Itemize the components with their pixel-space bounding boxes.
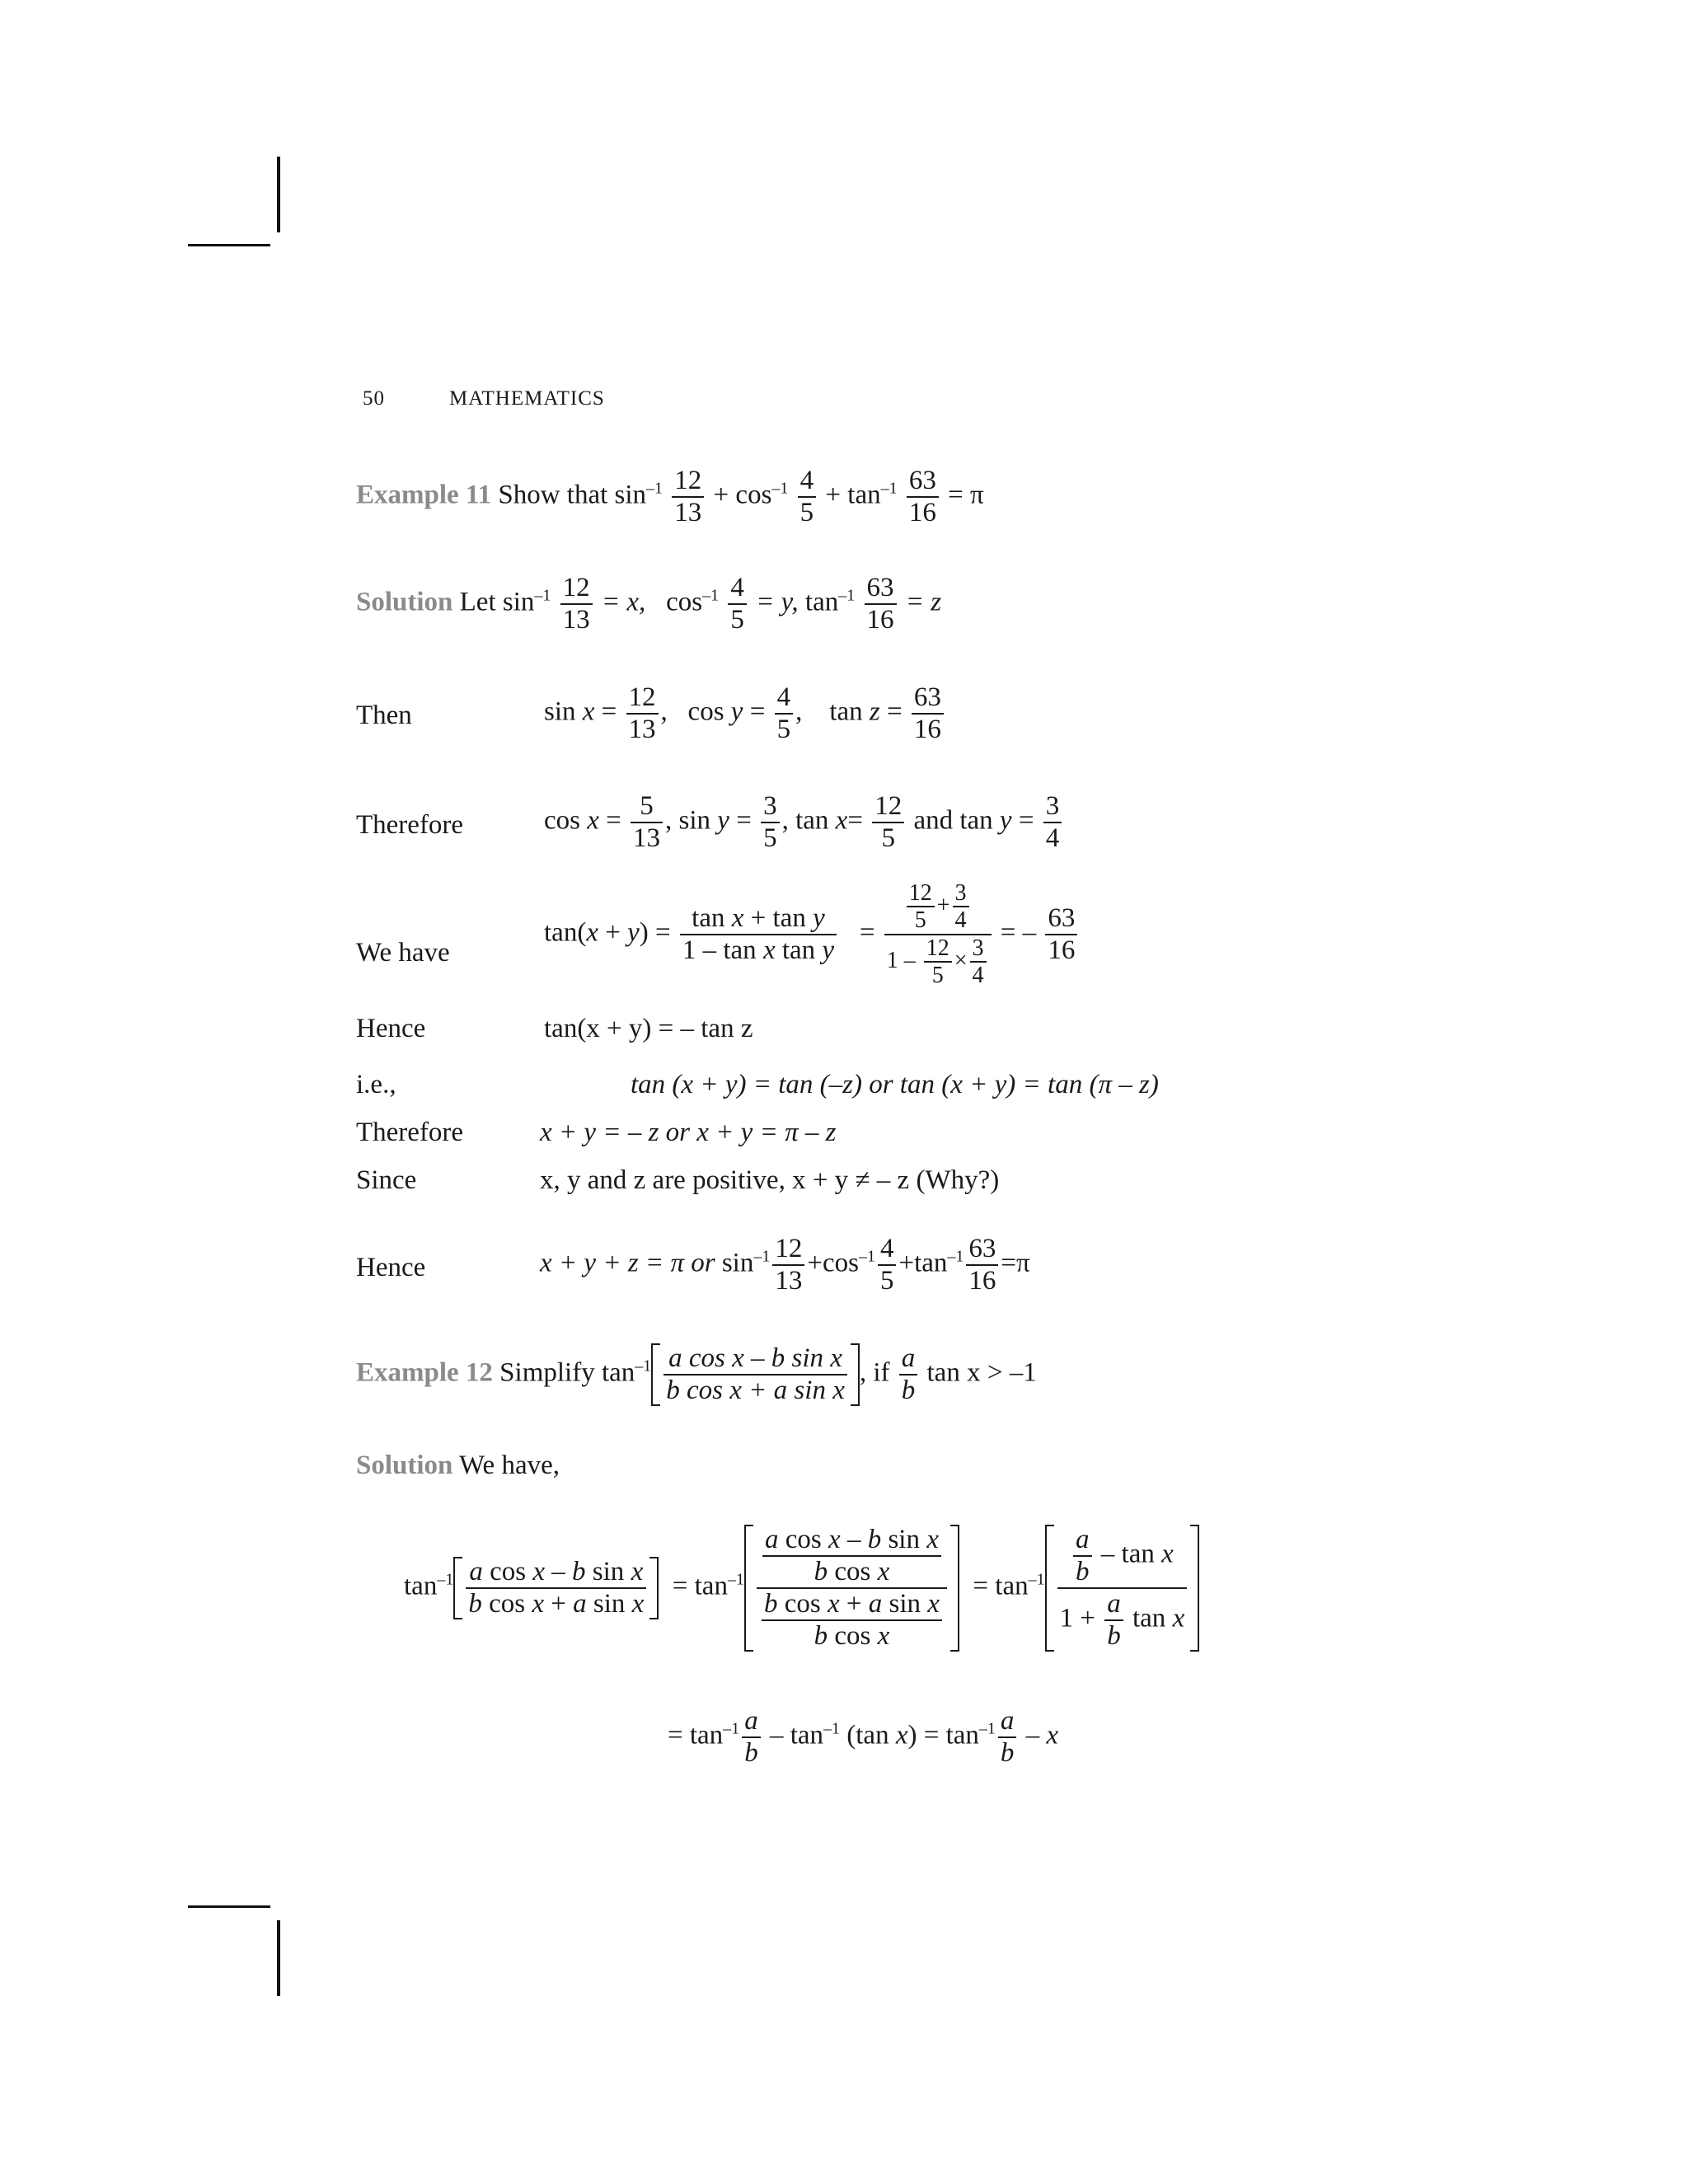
example-label: Example 11 [356, 480, 492, 510]
example-statement: Show that [498, 480, 608, 510]
hence-line: tan(x + y) = – tan z [544, 1014, 753, 1043]
label-since: Since [356, 1165, 417, 1195]
example-11 [356, 466, 984, 528]
crop-mark [188, 244, 270, 246]
label-hence: Hence [356, 1014, 426, 1043]
page-number: 50 [363, 387, 385, 410]
solution-12: Solution We have, [356, 1451, 560, 1480]
label-therefore: Therefore [356, 810, 464, 840]
example-12: Example 12 Simplify $\tan^{-1}$ $\frac{\text{a cos x – b sin x}}{\text{b cos x + a sin x}}$ , if $\frac{a}{b}$ tan x > –1 [356, 1343, 1037, 1405]
equation: $\sin^{-1}$ $\frac{12}{13}$ + $\cos^{-1}$ $\frac{4}{5}$ + $\tan^{-1}$ $\frac{63}{16}$ = π [614, 466, 984, 527]
since-line: x, y and z are positive, x + y ≠ – z (Why?) [540, 1165, 1000, 1195]
label-ie: i.e., [356, 1070, 396, 1099]
example-label: Example 12 [356, 1357, 493, 1388]
therefore-line: cos x = $\frac{5}{13}$ , sin y = $\frac{3}{5}$ , tan x= $\frac{12}{5}$ and tan y = $\frac{3}{4}$ [544, 791, 1064, 854]
label-therefore-2: Therefore [356, 1118, 464, 1147]
crop-mark [277, 1920, 280, 1996]
crop-mark [277, 157, 280, 232]
simplify-equation: $\tan^{-1}$ $\frac{\text{a cos x – b sin x}}{\text{b cos x + a sin x}}$ = $\tan^{-1}$ $\frac{\frac{\text{a cos x – b sin x}}{\text{b cos x}}}{\frac{\text{b cos x + a sin x}}{\text{b cos x}}}$ = $\tan^{-1}$ $\frac{a}{b}$ – tan x 1 + $\frac{a}{b}$ tan x [404, 1525, 1199, 1652]
we-have-line: tan(x + y) = $\frac{\text{tan x + tan y}}{\text{1 – tan x tan y}}$ = $\frac{12}{5}$ + $\frac{3}{4}$ 1 – $\frac{12}{5}$ × $\frac{3}{4}$ = – $\frac{63}{16}$ [544, 880, 1080, 988]
label-we-have: We have [356, 938, 450, 968]
then-line: sin x = $\frac{12}{13}$ , cos y = $\frac{4}{5}$ , tan z = $\frac{63}{16}$ [544, 682, 946, 745]
solution-label: Solution [356, 587, 453, 617]
therefore2-line: x + y = – z or x + y = π – z [540, 1118, 837, 1147]
crop-mark [188, 1905, 270, 1908]
solution-11: Solution Let $\sin^{-1}$ $\frac{12}{13}$ = x, $\cos^{-1}$ $\frac{4}{5}$ = y, $\tan^{-1}$ $\frac{63}{16}$ = z [356, 573, 942, 635]
ie-line: tan (x + y) = tan (–z) or tan (x + y) = tan (π – z) [631, 1070, 1159, 1099]
running-title: MATHEMATICS [449, 387, 605, 410]
final-equation: = $\tan^{-1}$ $\frac{a}{b}$ – $\tan^{-1} (\tan$ $x) = \tan^{-1}$ $\frac{a}{b}$ – x [668, 1706, 1059, 1768]
label-hence-2: Hence [356, 1253, 426, 1282]
hence2-line: x + y + z = π or $\sin^{-1}$ $\frac{12}{13}$ $+\cos^{-1}$ $\frac{4}{5}$ $+\tan^{-1}$ $\frac{63}{16}$ =π [540, 1234, 1030, 1296]
label-then: Then [356, 701, 412, 730]
solution-label: Solution [356, 1451, 453, 1480]
